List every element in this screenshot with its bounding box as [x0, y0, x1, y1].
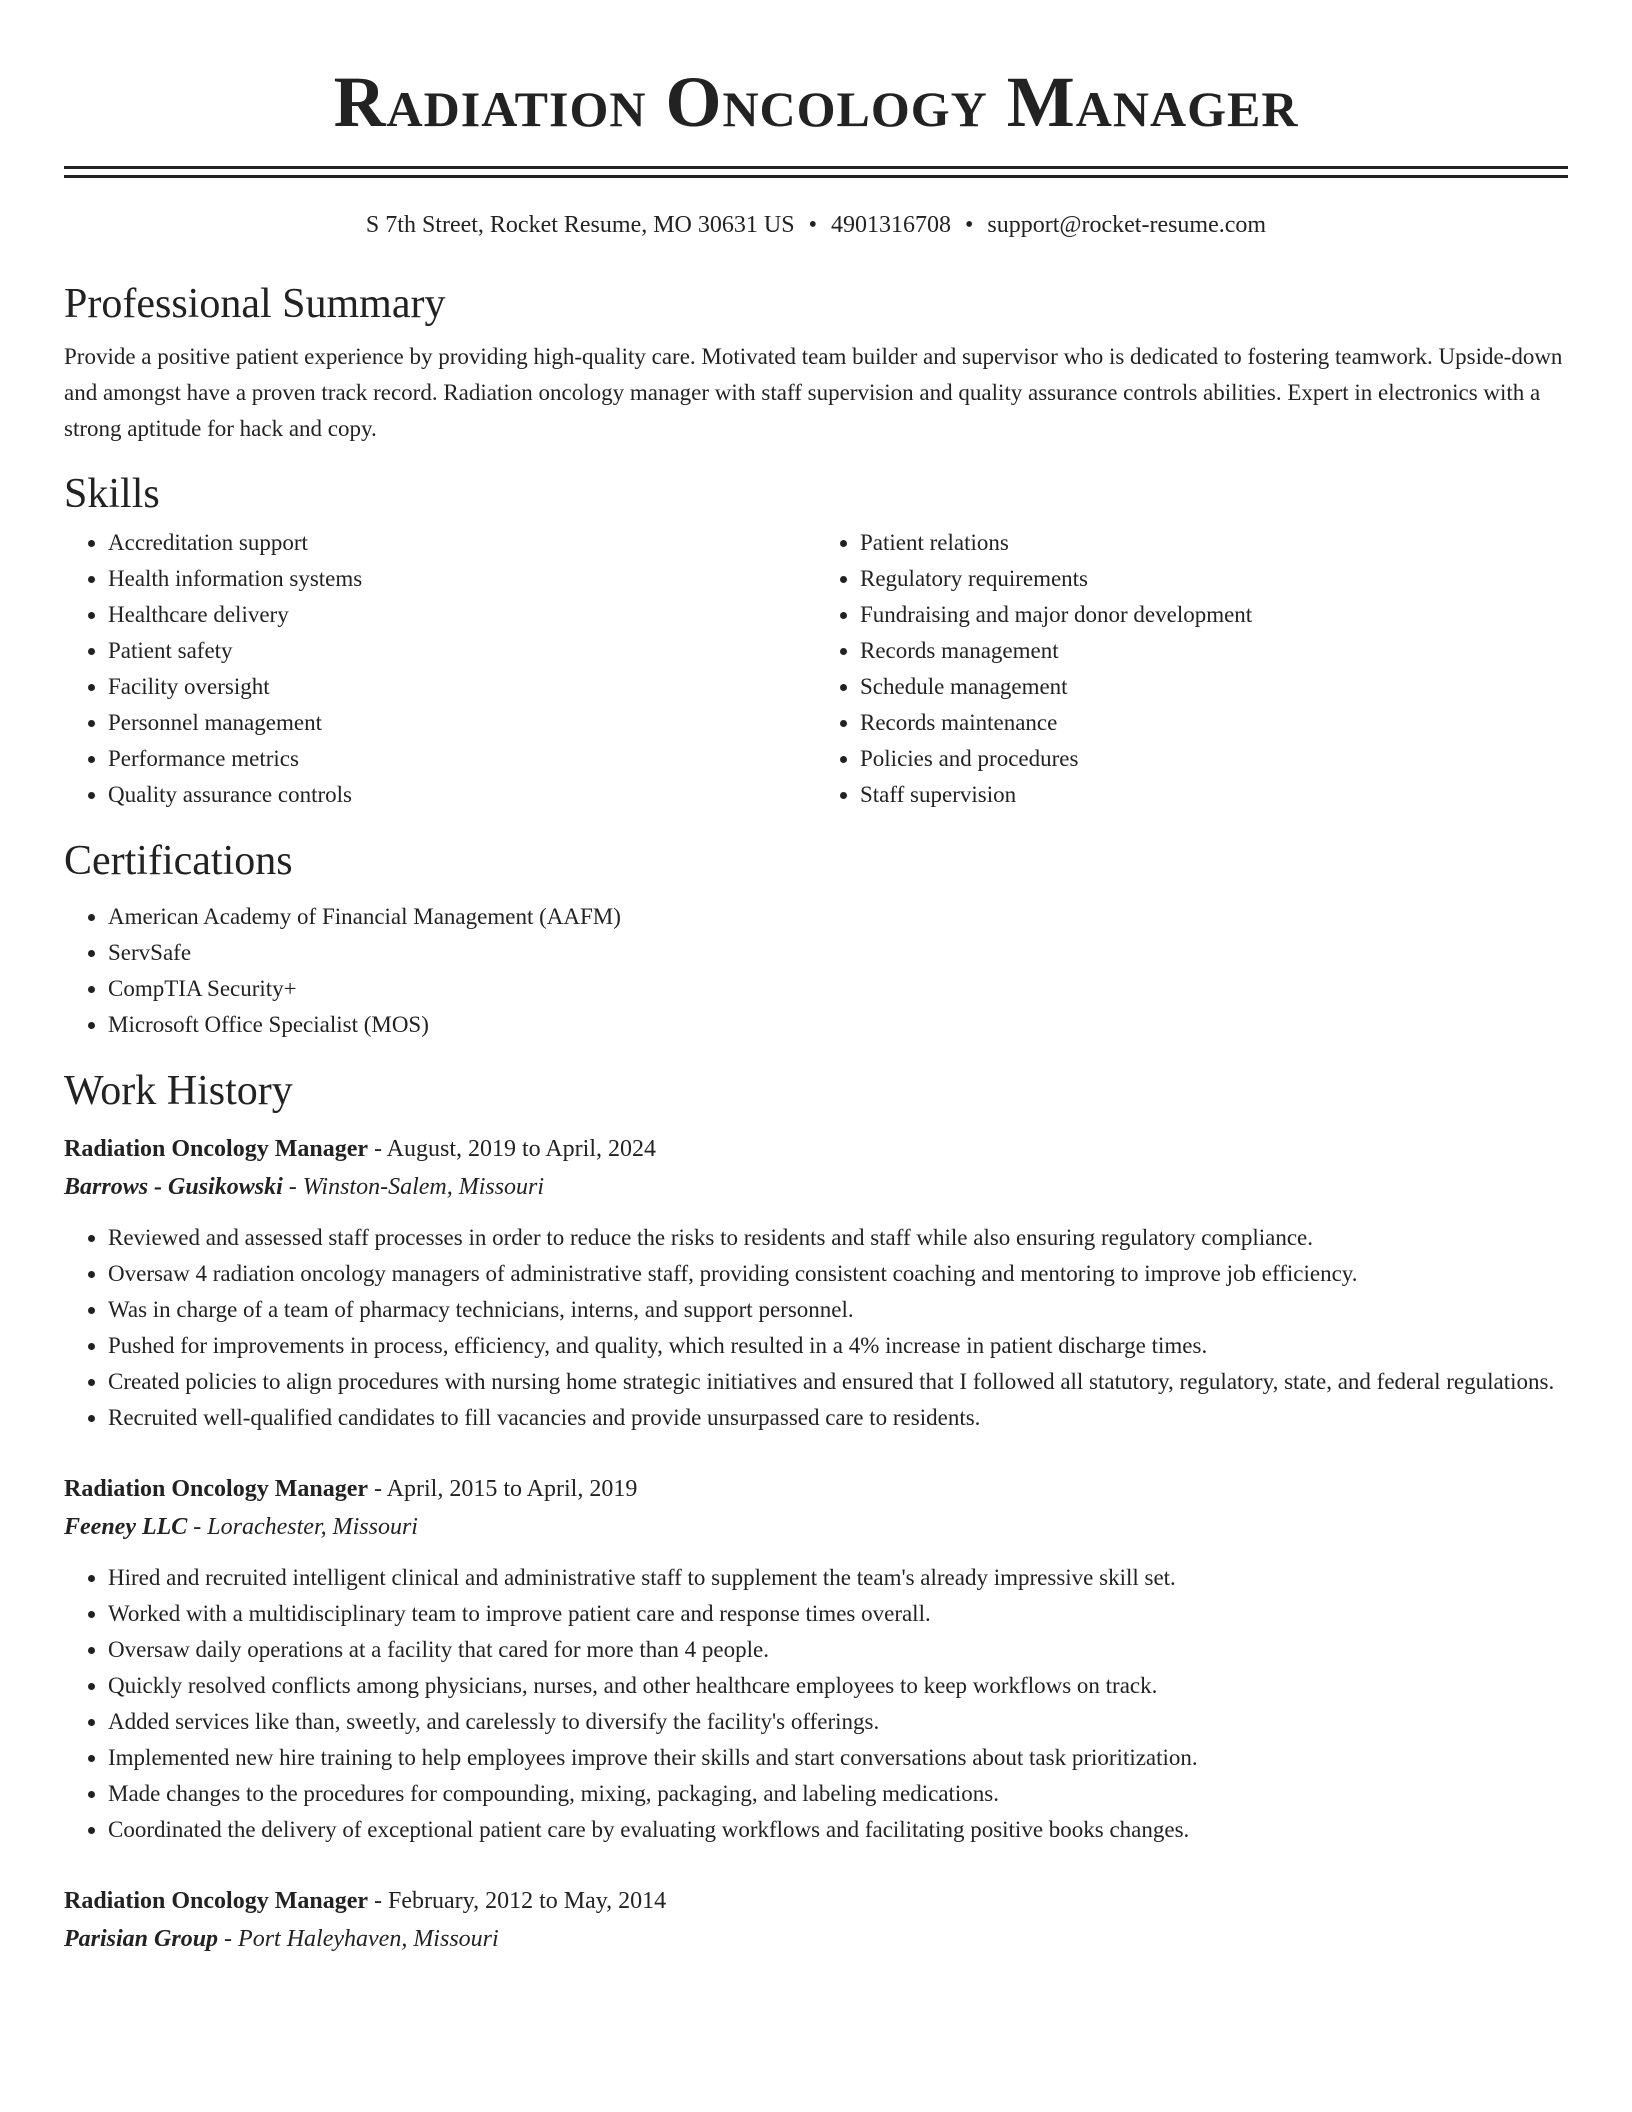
skills-list-left	[64, 525, 816, 813]
job-location: - Lorachester, Missouri	[187, 1514, 418, 1540]
job-bullet: • Oversaw 4 radiation oncology managers of administrative staff, providing consistent coaching and mentoring to improve job efficiency.	[108, 1256, 1568, 1292]
skill-item: • Facility oversight	[108, 669, 816, 705]
job-location: - Winston-Salem, Missouri	[282, 1174, 545, 1200]
title-divider-top	[64, 166, 1568, 169]
job-dates: - February, 2012 to May, 2014	[368, 1888, 667, 1914]
job-bullet: • Oversaw daily operations at a facility that cared for more than 4 people.	[108, 1632, 1568, 1668]
resume-body	[0, 278, 1632, 1958]
section-heading-summary: Professional Summary	[64, 281, 446, 327]
section-heading-work-history: Work History	[64, 1068, 293, 1114]
summary-text: Provide a positive patient experience by providing high-quality care. Motivated team builder and supervisor who is dedicated to fostering teamwork. Upside-down and amongst have a proven track record. Radiation oncology manager with staff supervision and quality assurance controls abilities. Expert in electronics with a strong aptitude for hack and copy.	[64, 344, 1563, 441]
certification-item: • ServSafe	[108, 935, 1568, 971]
page-title: Radiation Oncology Manager	[333, 62, 1299, 142]
skill-item: • Health information systems	[108, 561, 816, 597]
job-role: Radiation Oncology Manager	[64, 1136, 368, 1162]
job-bullet: • Worked with a multidisciplinary team to improve patient care and response times overall.	[108, 1596, 1568, 1632]
title-divider-bottom	[64, 175, 1568, 178]
skill-item: • Healthcare delivery	[108, 597, 816, 633]
job-bullet: • Implemented new hire training to help employees improve their skills and start conversations about task prioritization.	[108, 1740, 1568, 1776]
job-title-line	[64, 1470, 1568, 1508]
job-company: Feeney LLC	[64, 1514, 188, 1540]
job-bullet: • Made changes to the procedures for compounding, mixing, packaging, and labeling medications.	[108, 1776, 1568, 1812]
certification-item: • CompTIA Security+	[108, 971, 1568, 1007]
contact-separator: •	[808, 212, 817, 238]
job-company-line	[64, 1168, 1568, 1206]
contact-line	[0, 209, 1632, 241]
skill-item: • Fundraising and major donor development	[860, 597, 1568, 633]
job-company: Barrows - Gusikowski	[64, 1174, 283, 1200]
skills-columns	[64, 525, 1568, 813]
skill-item: • Records maintenance	[860, 705, 1568, 741]
job-bullet: • Recruited well-qualified candidates to fill vacancies and provide unsurpassed care to residents.	[108, 1400, 1568, 1436]
skill-item: • Performance metrics	[108, 741, 816, 777]
job-bullets	[64, 1220, 1568, 1436]
skill-item: • Personnel management	[108, 705, 816, 741]
job-title-line	[64, 1130, 1568, 1168]
job-title-line	[64, 1882, 1568, 1920]
job-bullet: • Created policies to align procedures with nursing home strategic initiatives and ensured that I followed all statutory, regulatory, state, and federal regulations.	[108, 1364, 1568, 1400]
job-company-line	[64, 1920, 1568, 1958]
job-bullet: • Reviewed and assessed staff processes in order to reduce the risks to residents and staff while also ensuring regulatory compliance.	[108, 1220, 1568, 1256]
skill-item: • Records management	[860, 633, 1568, 669]
job-bullet: • Added services like than, sweetly, and carelessly to diversify the facility's offerings.	[108, 1704, 1568, 1740]
skill-item: • Schedule management	[860, 669, 1568, 705]
job-entry	[64, 1470, 1568, 1848]
skill-item: • Staff supervision	[860, 777, 1568, 813]
job-dates: - August, 2019 to April, 2024	[368, 1136, 657, 1162]
contact-separator: •	[964, 212, 974, 238]
contact-address: S 7th Street, Rocket Resume, MO 30631 US	[365, 212, 795, 238]
job-bullet: • Was in charge of a team of pharmacy technicians, interns, and support personnel.	[108, 1292, 1568, 1328]
job-bullet: • Quickly resolved conflicts among physicians, nurses, and other healthcare employees to keep workflows on track.	[108, 1668, 1568, 1704]
skill-item: • Patient relations	[860, 525, 1568, 561]
job-bullet: • Coordinated the delivery of exceptional patient care by evaluating workflows and facilitating positive books changes.	[108, 1812, 1568, 1848]
job-bullet: • Hired and recruited intelligent clinical and administrative staff to supplement the team's already impressive skill set.	[108, 1560, 1568, 1596]
skill-item: • Patient safety	[108, 633, 816, 669]
contact-phone: 4901316708	[830, 212, 951, 238]
section-heading-skills: Skills	[64, 471, 160, 517]
skill-item: • Policies and procedures	[860, 741, 1568, 777]
contact-email[interactable]: support@rocket-resume.com	[987, 212, 1267, 238]
job-dates: - April, 2015 to April, 2019	[368, 1476, 638, 1502]
job-entry	[64, 1882, 1568, 1958]
job-role: Radiation Oncology Manager	[64, 1476, 368, 1502]
job-bullet: • Pushed for improvements in process, efficiency, and quality, which resulted in a 4% increase in patient discharge times.	[108, 1328, 1568, 1364]
section-heading-certifications: Certifications	[64, 838, 293, 884]
skills-list-right	[816, 525, 1568, 813]
job-bullets	[64, 1560, 1568, 1848]
job-company: Parisian Group	[64, 1926, 219, 1952]
job-company-line	[64, 1508, 1568, 1546]
certification-item: • American Academy of Financial Management (AAFM)	[108, 899, 1568, 935]
job-role: Radiation Oncology Manager	[64, 1888, 368, 1914]
job-location: - Port Haleyhaven, Missouri	[218, 1926, 499, 1952]
skill-item: • Quality assurance controls	[108, 777, 816, 813]
skill-item: • Regulatory requirements	[860, 561, 1568, 597]
skill-item: • Accreditation support	[108, 525, 816, 561]
certification-item: • Microsoft Office Specialist (MOS)	[108, 1007, 1568, 1043]
certifications-list	[64, 899, 1568, 1043]
job-entry	[64, 1130, 1568, 1436]
